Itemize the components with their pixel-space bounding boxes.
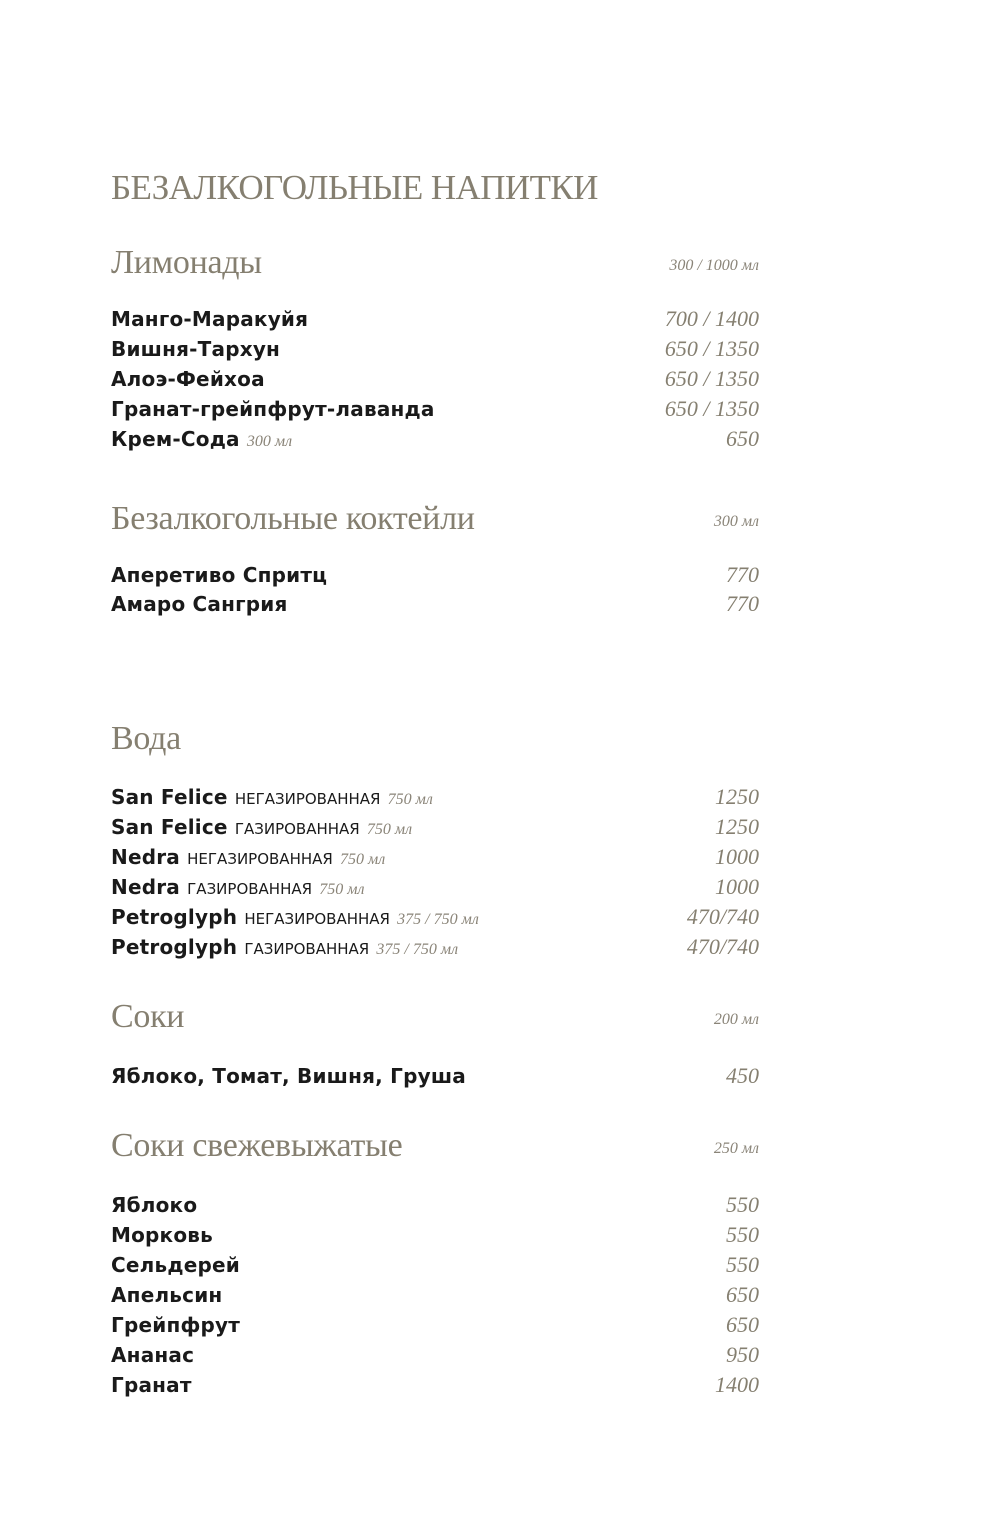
menu-item [111,335,759,363]
menu-item [111,1221,759,1249]
item-price: 650 / 1350 [664,396,759,421]
item-price: 550 [726,1222,759,1247]
item-name: Гранат [111,1373,192,1397]
item-price: 770 [726,562,759,587]
menu-item [111,933,759,961]
item-name: San Felice [111,815,228,839]
section-title: Вода [111,720,181,757]
item-name: San Felice [111,785,228,809]
item-name: Яблоко [111,1193,198,1217]
item-name: Манго-Маракуйя [111,307,309,331]
item-volume: 750 мл [387,791,433,808]
item-name: Petroglyph [111,905,238,929]
section-volume: 300 / 1000 мл [669,257,759,274]
item-type: ГАЗИРОВАННАЯ [244,940,370,958]
item-type: ГАЗИРОВАННАЯ [187,880,313,898]
item-name-line [111,873,364,904]
menu-item [111,783,759,811]
menu-item [111,305,759,333]
item-volume: 375 / 750 мл [397,911,479,928]
item-price: 1400 [715,1372,759,1397]
item-type: НЕГАЗИРОВАННАЯ [234,790,381,808]
item-name: Яблоко, Томат, Вишня, Груша [111,1064,466,1088]
menu-item [111,395,759,423]
item-name: Алоэ-Фейхоа [111,367,265,391]
item-price: 650 / 1350 [664,336,759,361]
item-price: 1250 [715,784,759,809]
menu-item [111,425,759,453]
item-name: Крем-Сода [111,427,240,451]
item-name: Petroglyph [111,935,238,959]
item-name: Nedra [111,845,180,869]
item-price: 1000 [715,844,759,869]
menu-item [111,1191,759,1219]
item-type: НЕГАЗИРОВАННАЯ [244,910,390,928]
section-title: Безалкогольные коктейли [111,500,475,537]
item-name: Грейпфрут [111,1313,241,1337]
section-title: Соки свежевыжатые [111,1127,403,1164]
item-price: 650 [726,426,759,451]
item-name: Гранат-грейпфрут-лаванда [111,397,435,421]
menu-item [111,843,759,871]
menu-item [111,903,759,931]
item-price: 650 [726,1282,759,1307]
item-price: 650 [726,1312,759,1337]
item-price: 1000 [715,874,759,899]
item-price: 470/740 [686,934,759,959]
item-price: 950 [726,1342,759,1367]
section-volume: 300 мл [713,513,759,530]
item-type: ГАЗИРОВАННАЯ [234,820,360,838]
item-price: 450 [726,1063,759,1088]
item-volume: 750 мл [319,881,365,898]
section-volume: 250 мл [713,1140,759,1157]
item-name: Апельсин [111,1283,223,1307]
item-name: Аперетиво Спритц [111,563,328,587]
section-volume: 200 мл [713,1011,759,1028]
item-name: Nedra [111,875,180,899]
item-name: Сельдерей [111,1253,240,1277]
menu-item [111,873,759,901]
item-volume: 375 / 750 мл [376,941,459,958]
item-name-line [111,425,292,456]
menu-item [111,813,759,841]
item-price: 770 [726,591,759,616]
item-volume: 750 мл [366,821,413,838]
menu-item [111,561,759,589]
section-header-cocktails [111,500,759,544]
item-price: 1250 [715,814,759,839]
menu-item [111,1311,759,1339]
item-price: 550 [726,1252,759,1277]
item-name-line [111,903,479,934]
item-name-line [111,783,433,814]
item-name-line [111,933,458,964]
menu-item [111,1281,759,1309]
item-price: 650 / 1350 [664,366,759,391]
section-title: Соки [111,998,185,1035]
menu-item [111,1341,759,1369]
menu-item [111,365,759,393]
item-name-line [111,813,412,844]
section-header-lemonades [111,244,759,288]
item-name: Морковь [111,1223,213,1247]
item-price: 470/740 [686,904,759,929]
menu-item [111,1062,759,1090]
menu-item [111,1371,759,1399]
item-name: Амаро Сангрия [111,592,288,616]
section-header-fresh [111,1127,759,1171]
item-volume: 750 мл [339,851,386,868]
page-title: БЕЗАЛКОГОЛЬНЫЕ НАПИТКИ [111,168,598,207]
item-name: Вишня-Тархун [111,337,281,361]
item-volume: 300 мл [246,433,293,450]
menu-item [111,590,759,618]
section-title: Лимонады [111,244,262,281]
item-price: 550 [726,1192,759,1217]
section-header-water [111,720,759,764]
section-header-juices [111,998,759,1042]
item-type: НЕГАЗИРОВАННАЯ [187,850,333,868]
item-name: Ананас [111,1343,195,1367]
item-price: 700 / 1400 [664,306,759,331]
menu-item [111,1251,759,1279]
item-name-line [111,843,385,874]
